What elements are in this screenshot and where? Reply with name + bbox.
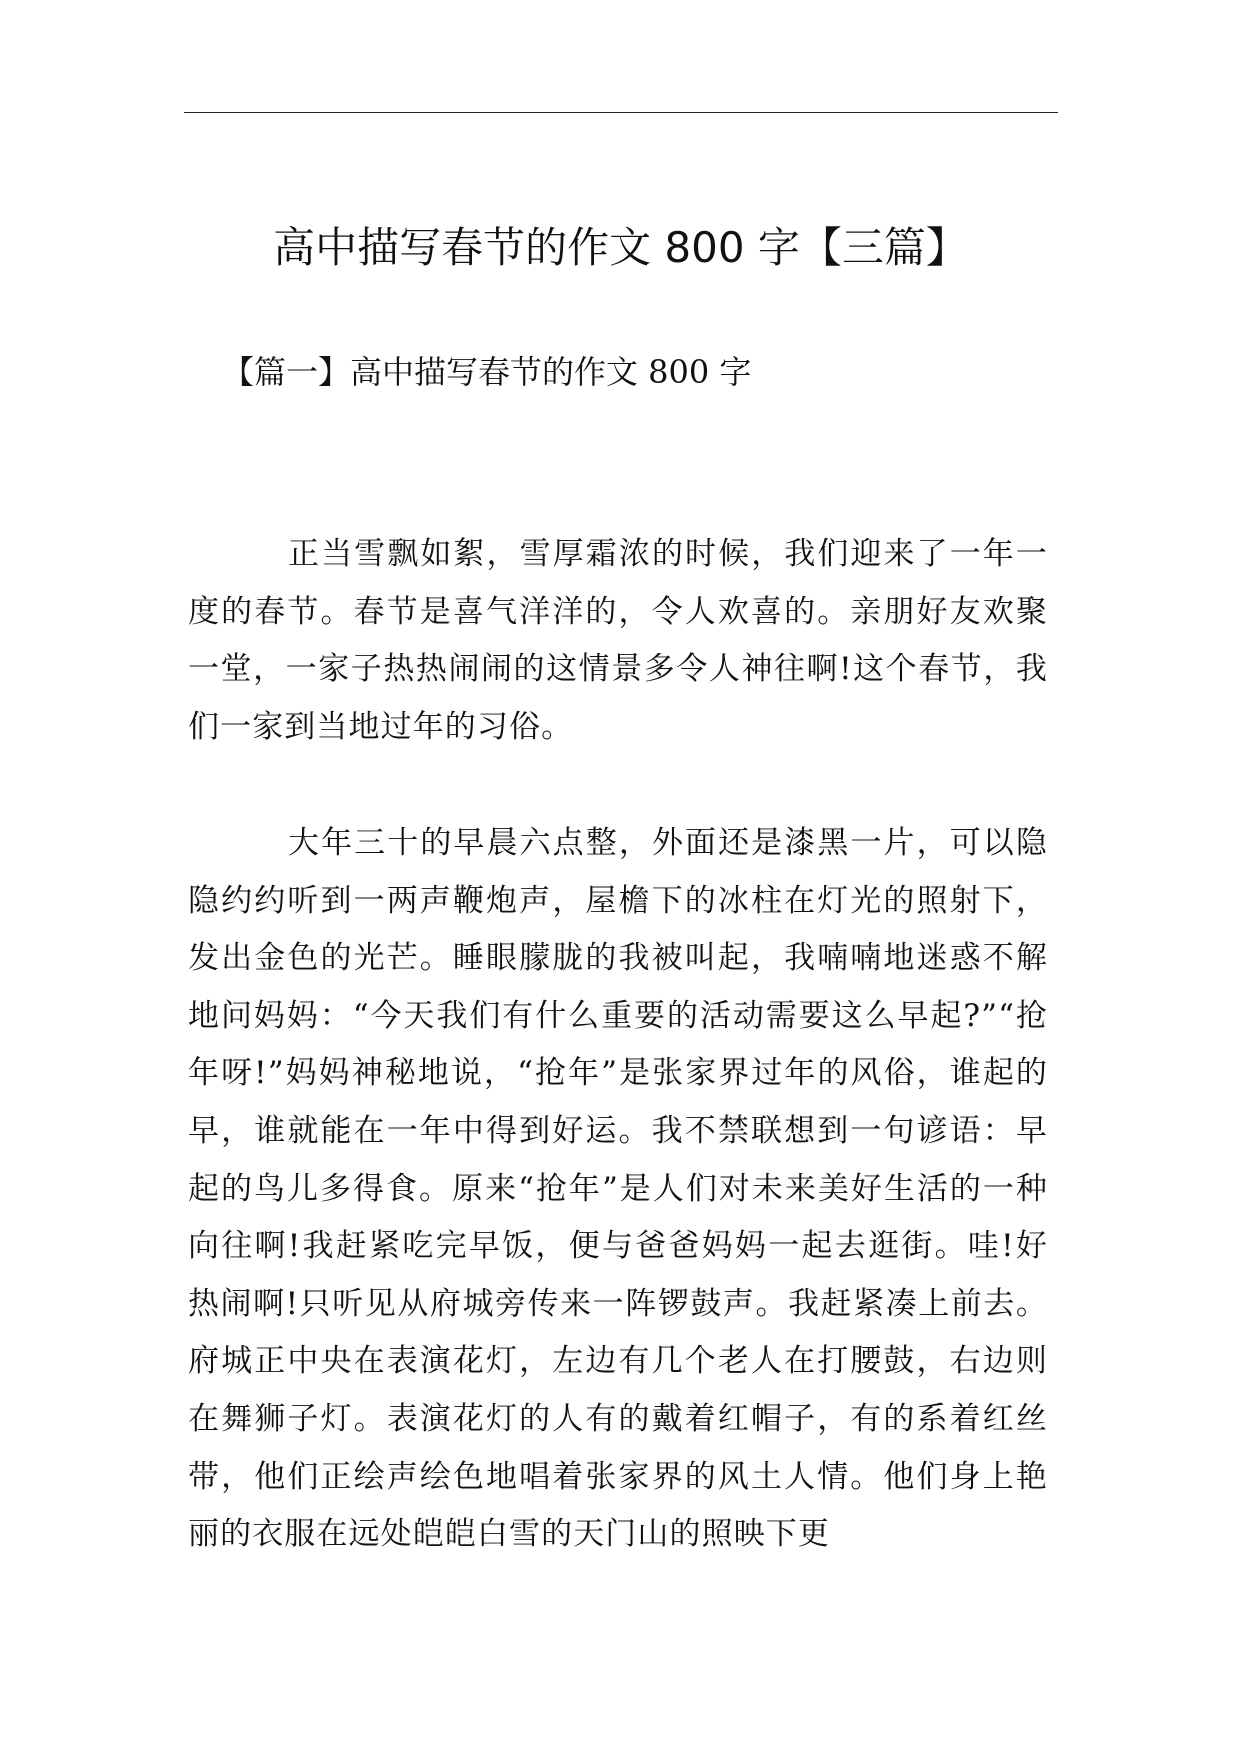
section-heading: 【篇一】高中描写春节的作文 800 字	[222, 353, 752, 391]
header-rule	[184, 112, 1058, 113]
body-paragraph-1: 正当雪飘如絮，雪厚霜浓的时候，我们迎来了一年一度的春节。春节是喜气洋洋的，令人欢喜的。亲朋好友欢聚一堂，一家子热热闹闹的这情景多令人神往啊!这个春节，我们一家到当地过年的习俗。	[188, 536, 1048, 745]
body-paragraph-2: 大年三十的早晨六点整，外面还是漆黑一片，可以隐隐约约听到一两声鞭炮声，屋檐下的冰柱在灯光的照射下，发出金色的光芒。睡眼朦胧的我被叫起，我喃喃地迷惑不解地问妈妈：“今天我们有什么重要的活动需要这么早起?”“抢年呀!”妈妈神秘地说，“抢年”是张家界过年的风俗，谁起的早，谁就能在一年中得到好运。我不禁联想到一句谚语：早起的鸟儿多得食。原来“抢年”是人们对未来美好生活的一种向往啊!我赶紧吃完早饭，便与爸爸妈妈一起去逛街。哇!好热闹啊!只听见从府城旁传来一阵锣鼓声。我赶紧凑上前去。府城正中央在表演花灯，左边有几个老人在打腰鼓，右边则在舞狮子灯。表演花灯的人有的戴着红帽子，有的系着红丝带，他们正绘声绘色地唱着张家界的风土人情。他们身上艳丽的衣服在远处皑皑白雪的天门山的照映下更	[188, 825, 1048, 1553]
document-title: 高中描写春节的作文 800 字【三篇】	[273, 223, 968, 272]
